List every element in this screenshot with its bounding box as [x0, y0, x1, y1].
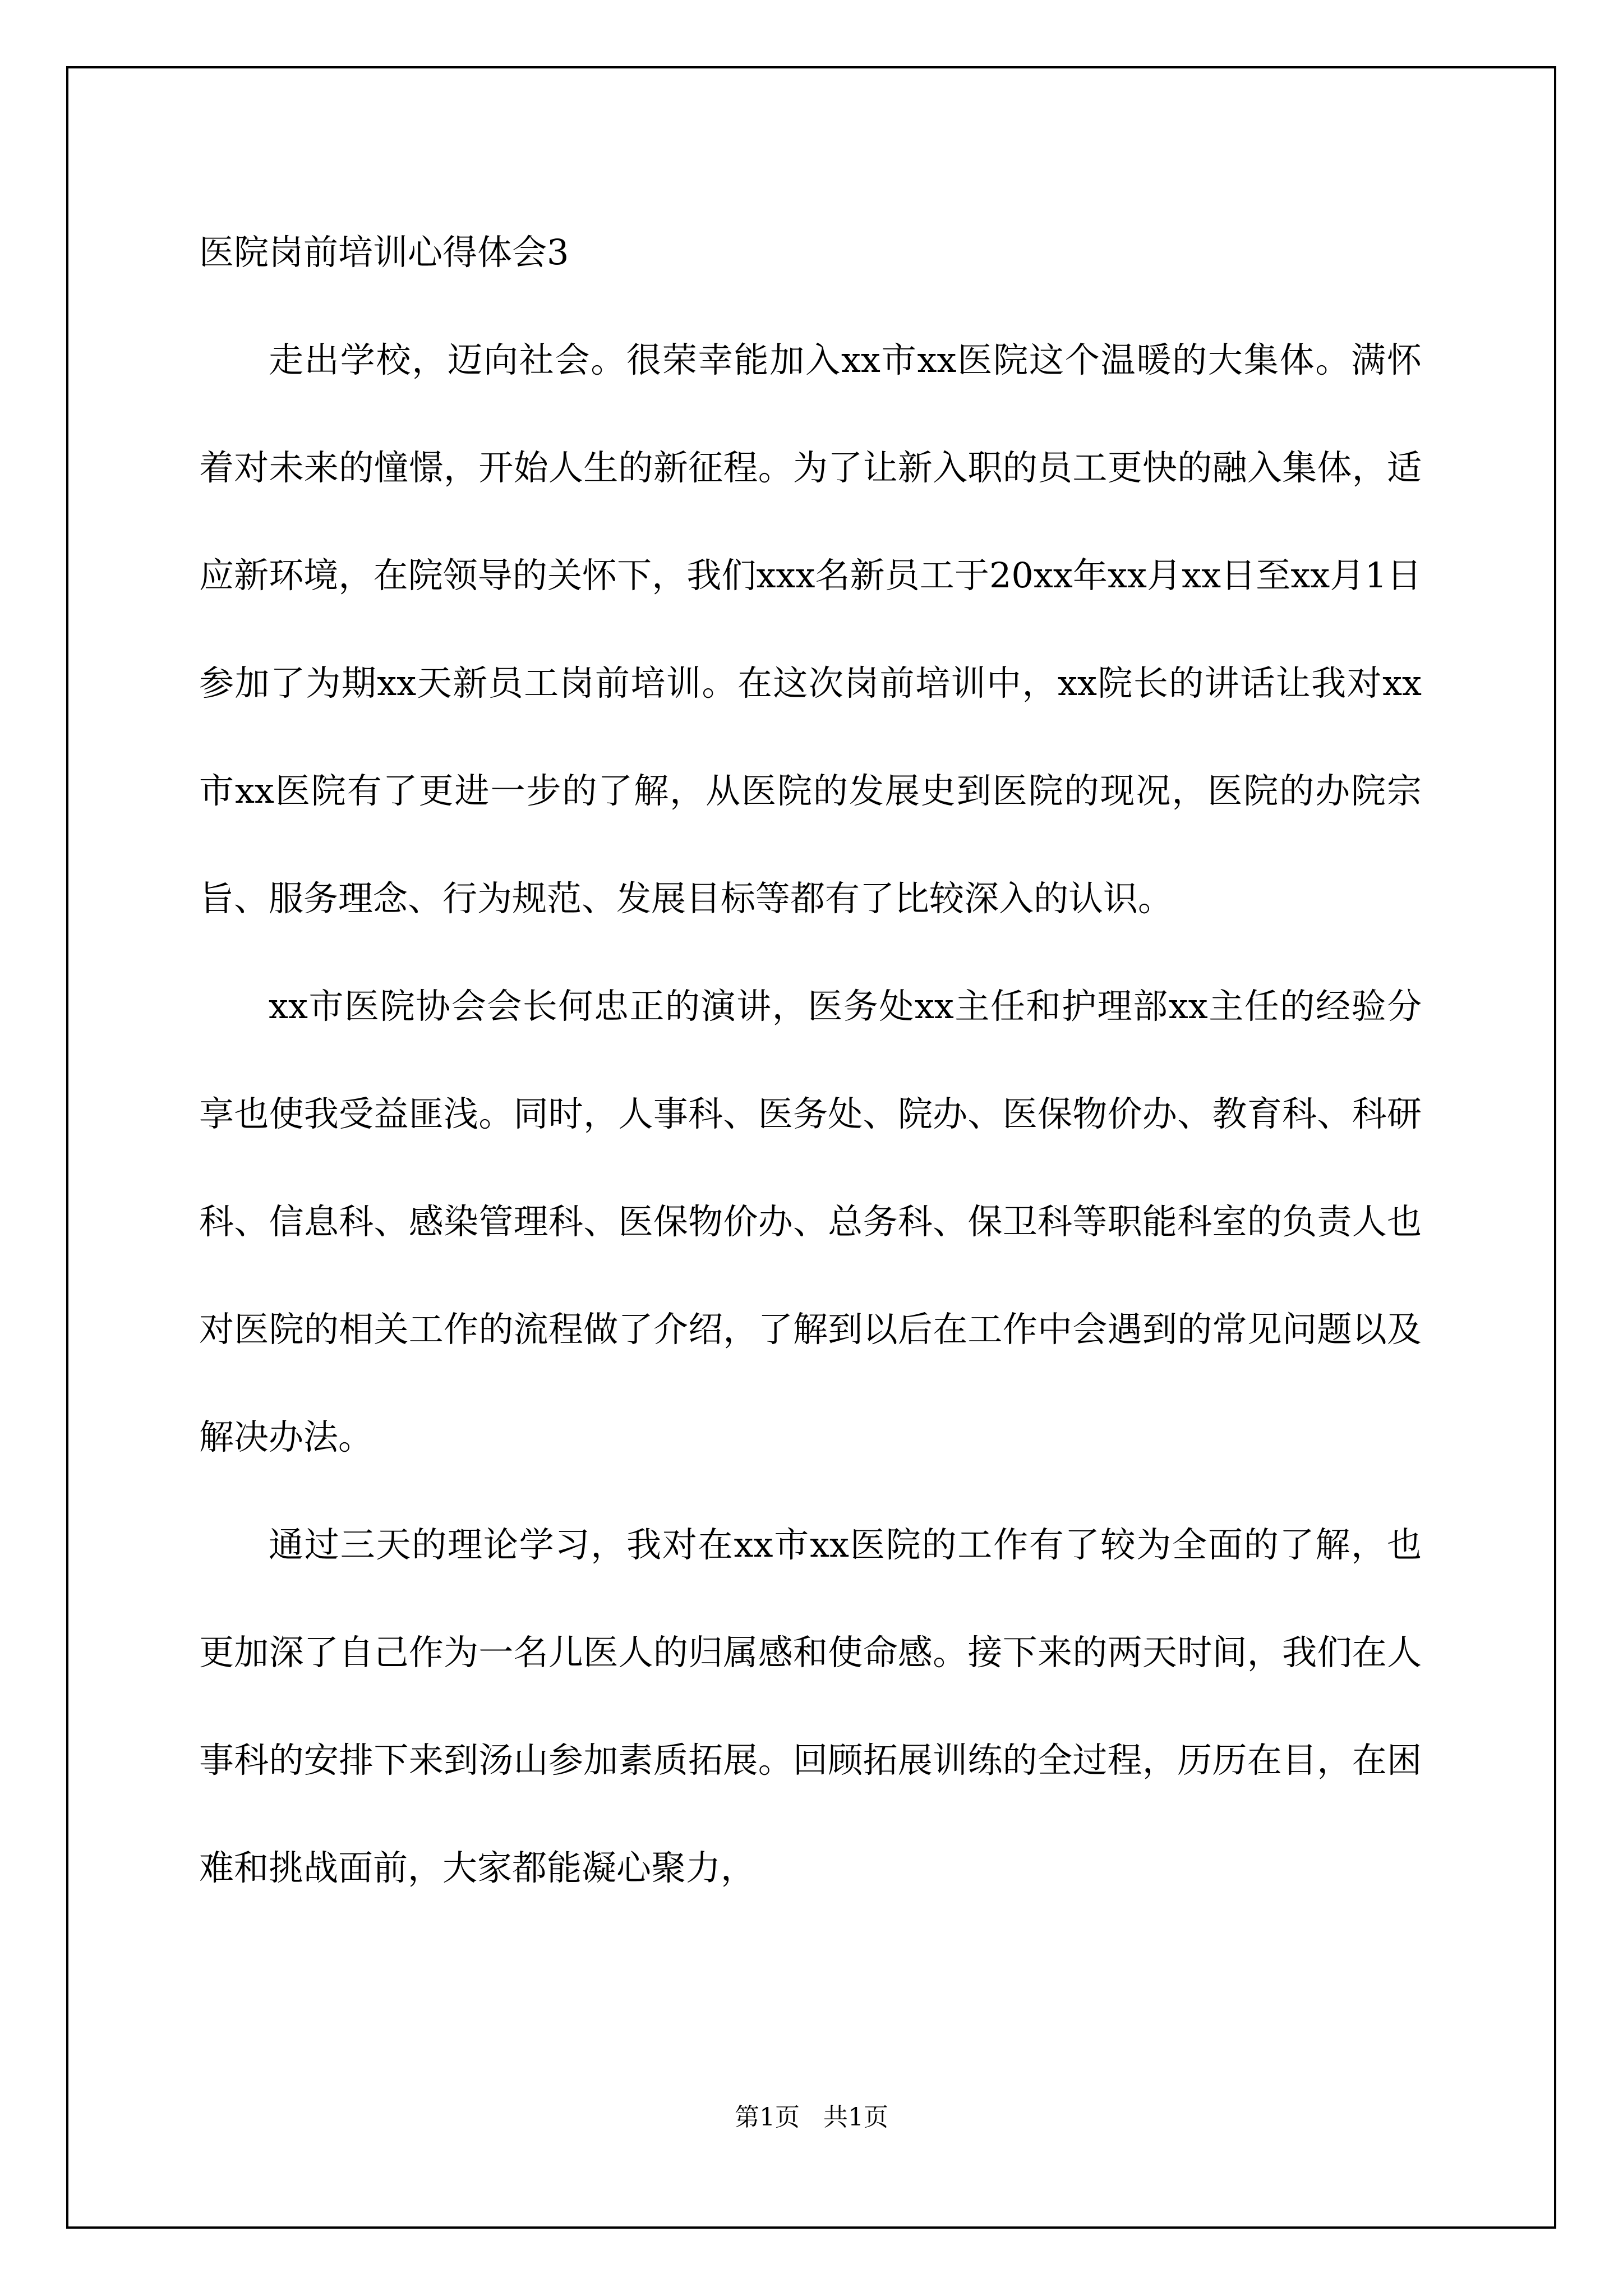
document-body: [199, 224, 1422, 1922]
page-number-footer: 第1页 共1页: [735, 2103, 888, 2132]
paragraph-1: 走出学校，迈向社会。很荣幸能加入xx市xx医院这个温暖的大集体。满怀着对未来的憧憬，开始人生的新征程。为了让新入职的员工更快的融入集体，适应新环境，在院领导的关怀下，我们xxx名新员工于20xx年xx月xx日至xx月1日参加了为期xx天新员工岗前培训。在这次岗前培训中，xx院长的讲话让我对xx市xx医院有了更进一步的了解，从医院的发展史到医院的现况，医院的办院宗旨、服务理念、行为规范、发展目标等都有了比较深入的认识。: [199, 339, 1422, 919]
document-title: 医院岗前培训心得体会3: [199, 232, 569, 273]
paragraph-3: 通过三天的理论学习，我对在xx市xx医院的工作有了较为全面的了解，也更加深了自己作为一名儿医人的归属感和使命感。接下来的两天时间，我们在人事科的安排下来到汤山参加素质拓展。回顾拓展训练的全过程，历历在目，在困难和挑战面前，大家都能凝心聚力，: [199, 1524, 1422, 1888]
paragraph-2: xx市医院协会会长何忠正的演讲，医务处xx主任和护理部xx主任的经验分享也使我受益匪浅。同时，人事科、医务处、院办、医保物价办、教育科、科研科、信息科、感染管理科、医保物价办、总务科、保卫科等职能科室的负责人也对医院的相关工作的流程做了介绍，了解到以后在工作中会遇到的常见问题以及解决办法。: [199, 986, 1422, 1457]
